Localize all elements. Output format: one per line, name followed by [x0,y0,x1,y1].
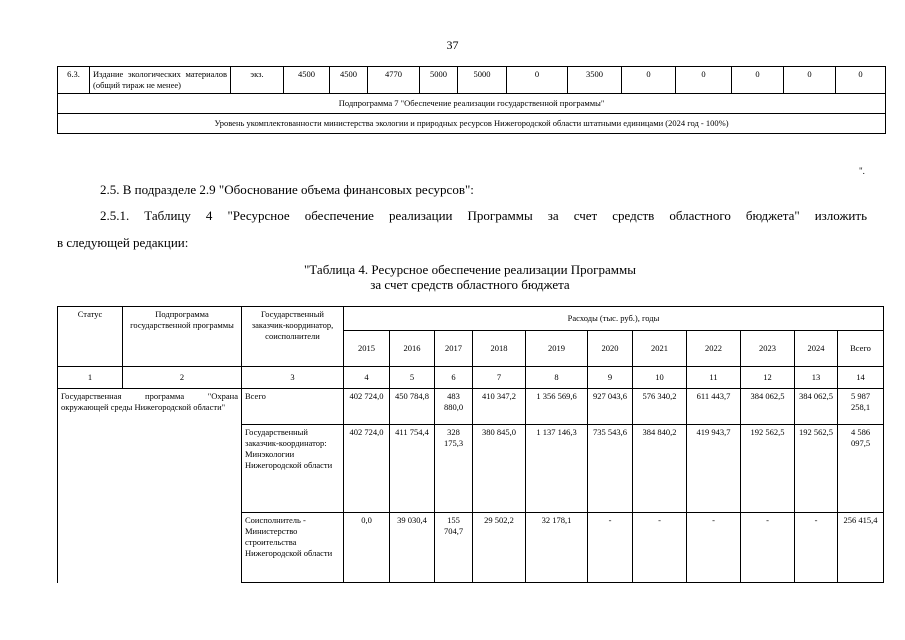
value-cell: - [687,513,741,583]
indicator-title: Уровень укомплектованности министерства экологии и природных ресурсов Нижегородской области штатными единицами (2024 год - 100%) [58,114,886,134]
year-header: 2022 [687,331,741,367]
value-cell: - [741,513,795,583]
value-cell: 328 175,3 [435,425,473,513]
value-cell: 192 562,5 [741,425,795,513]
row-label: Всего [242,389,344,425]
row-label: Государственный заказчик-координатор: Минэкологии Нижегородской области [242,425,344,513]
column-number: 3 [242,367,344,389]
value-cell: 419 943,7 [687,425,741,513]
value-cell: - [588,513,633,583]
value-cell: 411 754,4 [390,425,435,513]
column-number: 5 [390,367,435,389]
value-cell: - [633,513,687,583]
year-header: 2020 [588,331,633,367]
value-cell: 0 [507,67,568,94]
value-cell: 192 562,5 [795,425,838,513]
value-cell: 0 [622,67,676,94]
column-number: 1 [58,367,123,389]
column-number: 12 [741,367,795,389]
year-header: 2019 [526,331,588,367]
column-number: 10 [633,367,687,389]
year-header: 2015 [344,331,390,367]
column-number: 7 [473,367,526,389]
table4-title-line2: за счет средств областного бюджета [370,277,570,292]
value-cell: 0 [836,67,886,94]
year-header: 2023 [741,331,795,367]
header-row [58,307,884,331]
subprogram-row [58,94,886,114]
value-cell: 4500 [284,67,330,94]
value-cell: 4500 [330,67,368,94]
table4-resources [57,306,884,583]
value-cell: 0 [732,67,784,94]
page-number: 37 [446,38,459,52]
row-label: Соисполнитель - Министерство строительства Нижегородской области [242,513,344,583]
year-header: 2016 [390,331,435,367]
value-cell: 927 043,6 [588,389,633,425]
value-cell: 410 347,2 [473,389,526,425]
value-cell: - [795,513,838,583]
year-header: Всего [838,331,884,367]
value-cell: 3500 [568,67,622,94]
value-cell: 402 724,0 [344,389,390,425]
value-cell: 611 443,7 [687,389,741,425]
column-number: 8 [526,367,588,389]
subprogram-title: Подпрограмма 7 "Обеспечение реализации государственной программы" [58,94,886,114]
value-cell: 1 137 146,3 [526,425,588,513]
value-cell: 384 062,5 [741,389,795,425]
value-cell: 5 987 258,1 [838,389,884,425]
value-cell: 4770 [368,67,420,94]
value-cell: 29 502,2 [473,513,526,583]
value-cell: 384 062,5 [795,389,838,425]
header-expenses: Расходы (тыс. руб.), годы [344,307,884,331]
year-header: 2017 [435,331,473,367]
unit-cell: экз. [231,67,284,94]
column-number: 13 [795,367,838,389]
table4-title-line1: "Таблица 4. Ресурсное обеспечение реализации Программы [304,262,636,277]
indicator-title-row [58,114,886,134]
column-numbers-row [58,367,884,389]
column-number: 2 [123,367,242,389]
value-cell: 256 415,4 [838,513,884,583]
header-status: Статус [58,307,123,367]
year-header: 2024 [795,331,838,367]
row-number: 6.3. [58,67,90,94]
value-cell: 32 178,1 [526,513,588,583]
value-cell: 0 [676,67,732,94]
column-number: 6 [435,367,473,389]
indicator-row [58,67,886,94]
value-cell: 384 840,2 [633,425,687,513]
value-cell: 380 845,0 [473,425,526,513]
header-customer: Государственный заказчик-координатор, соисполнители [242,307,344,367]
value-cell: 155 704,7 [435,513,473,583]
program-status: Государственная программа "Охрана окружающей среды Нижегородской области" [58,389,242,583]
column-number: 9 [588,367,633,389]
column-number: 4 [344,367,390,389]
year-header: 2018 [473,331,526,367]
value-cell: 450 784,8 [390,389,435,425]
value-cell: 5000 [458,67,507,94]
paragraph-continuation: в следующей редакции: [57,235,189,250]
value-cell: 39 030,4 [390,513,435,583]
column-number: 11 [687,367,741,389]
value-cell: 4 586 097,5 [838,425,884,513]
value-cell: 5000 [420,67,458,94]
table4-title [57,262,883,292]
value-cell: 402 724,0 [344,425,390,513]
value-cell: 576 340,2 [633,389,687,425]
previous-table-continuation [57,66,886,134]
value-cell: 483 880,0 [435,389,473,425]
value-cell: 735 543,6 [588,425,633,513]
value-cell: 1 356 569,6 [526,389,588,425]
value-cell: 0,0 [344,513,390,583]
table-row-total [58,389,884,425]
header-subprogram: Подпрограмма государственной программы [123,307,242,367]
year-header: 2021 [633,331,687,367]
indicator-name: Издание экологических материалов (общий тираж не менее) [90,67,231,94]
column-number: 14 [838,367,884,389]
paragraph-2-5-1: 2.5.1. Таблицу 4 "Ресурсное обеспечение реализации Программы за счет средств областного бюджета" изложить [100,208,867,223]
paragraph-2-5: 2.5. В подразделе 2.9 "Обоснование объема финансовых ресурсов": [100,182,474,197]
closing-quote: ". [859,166,865,176]
value-cell: 0 [784,67,836,94]
